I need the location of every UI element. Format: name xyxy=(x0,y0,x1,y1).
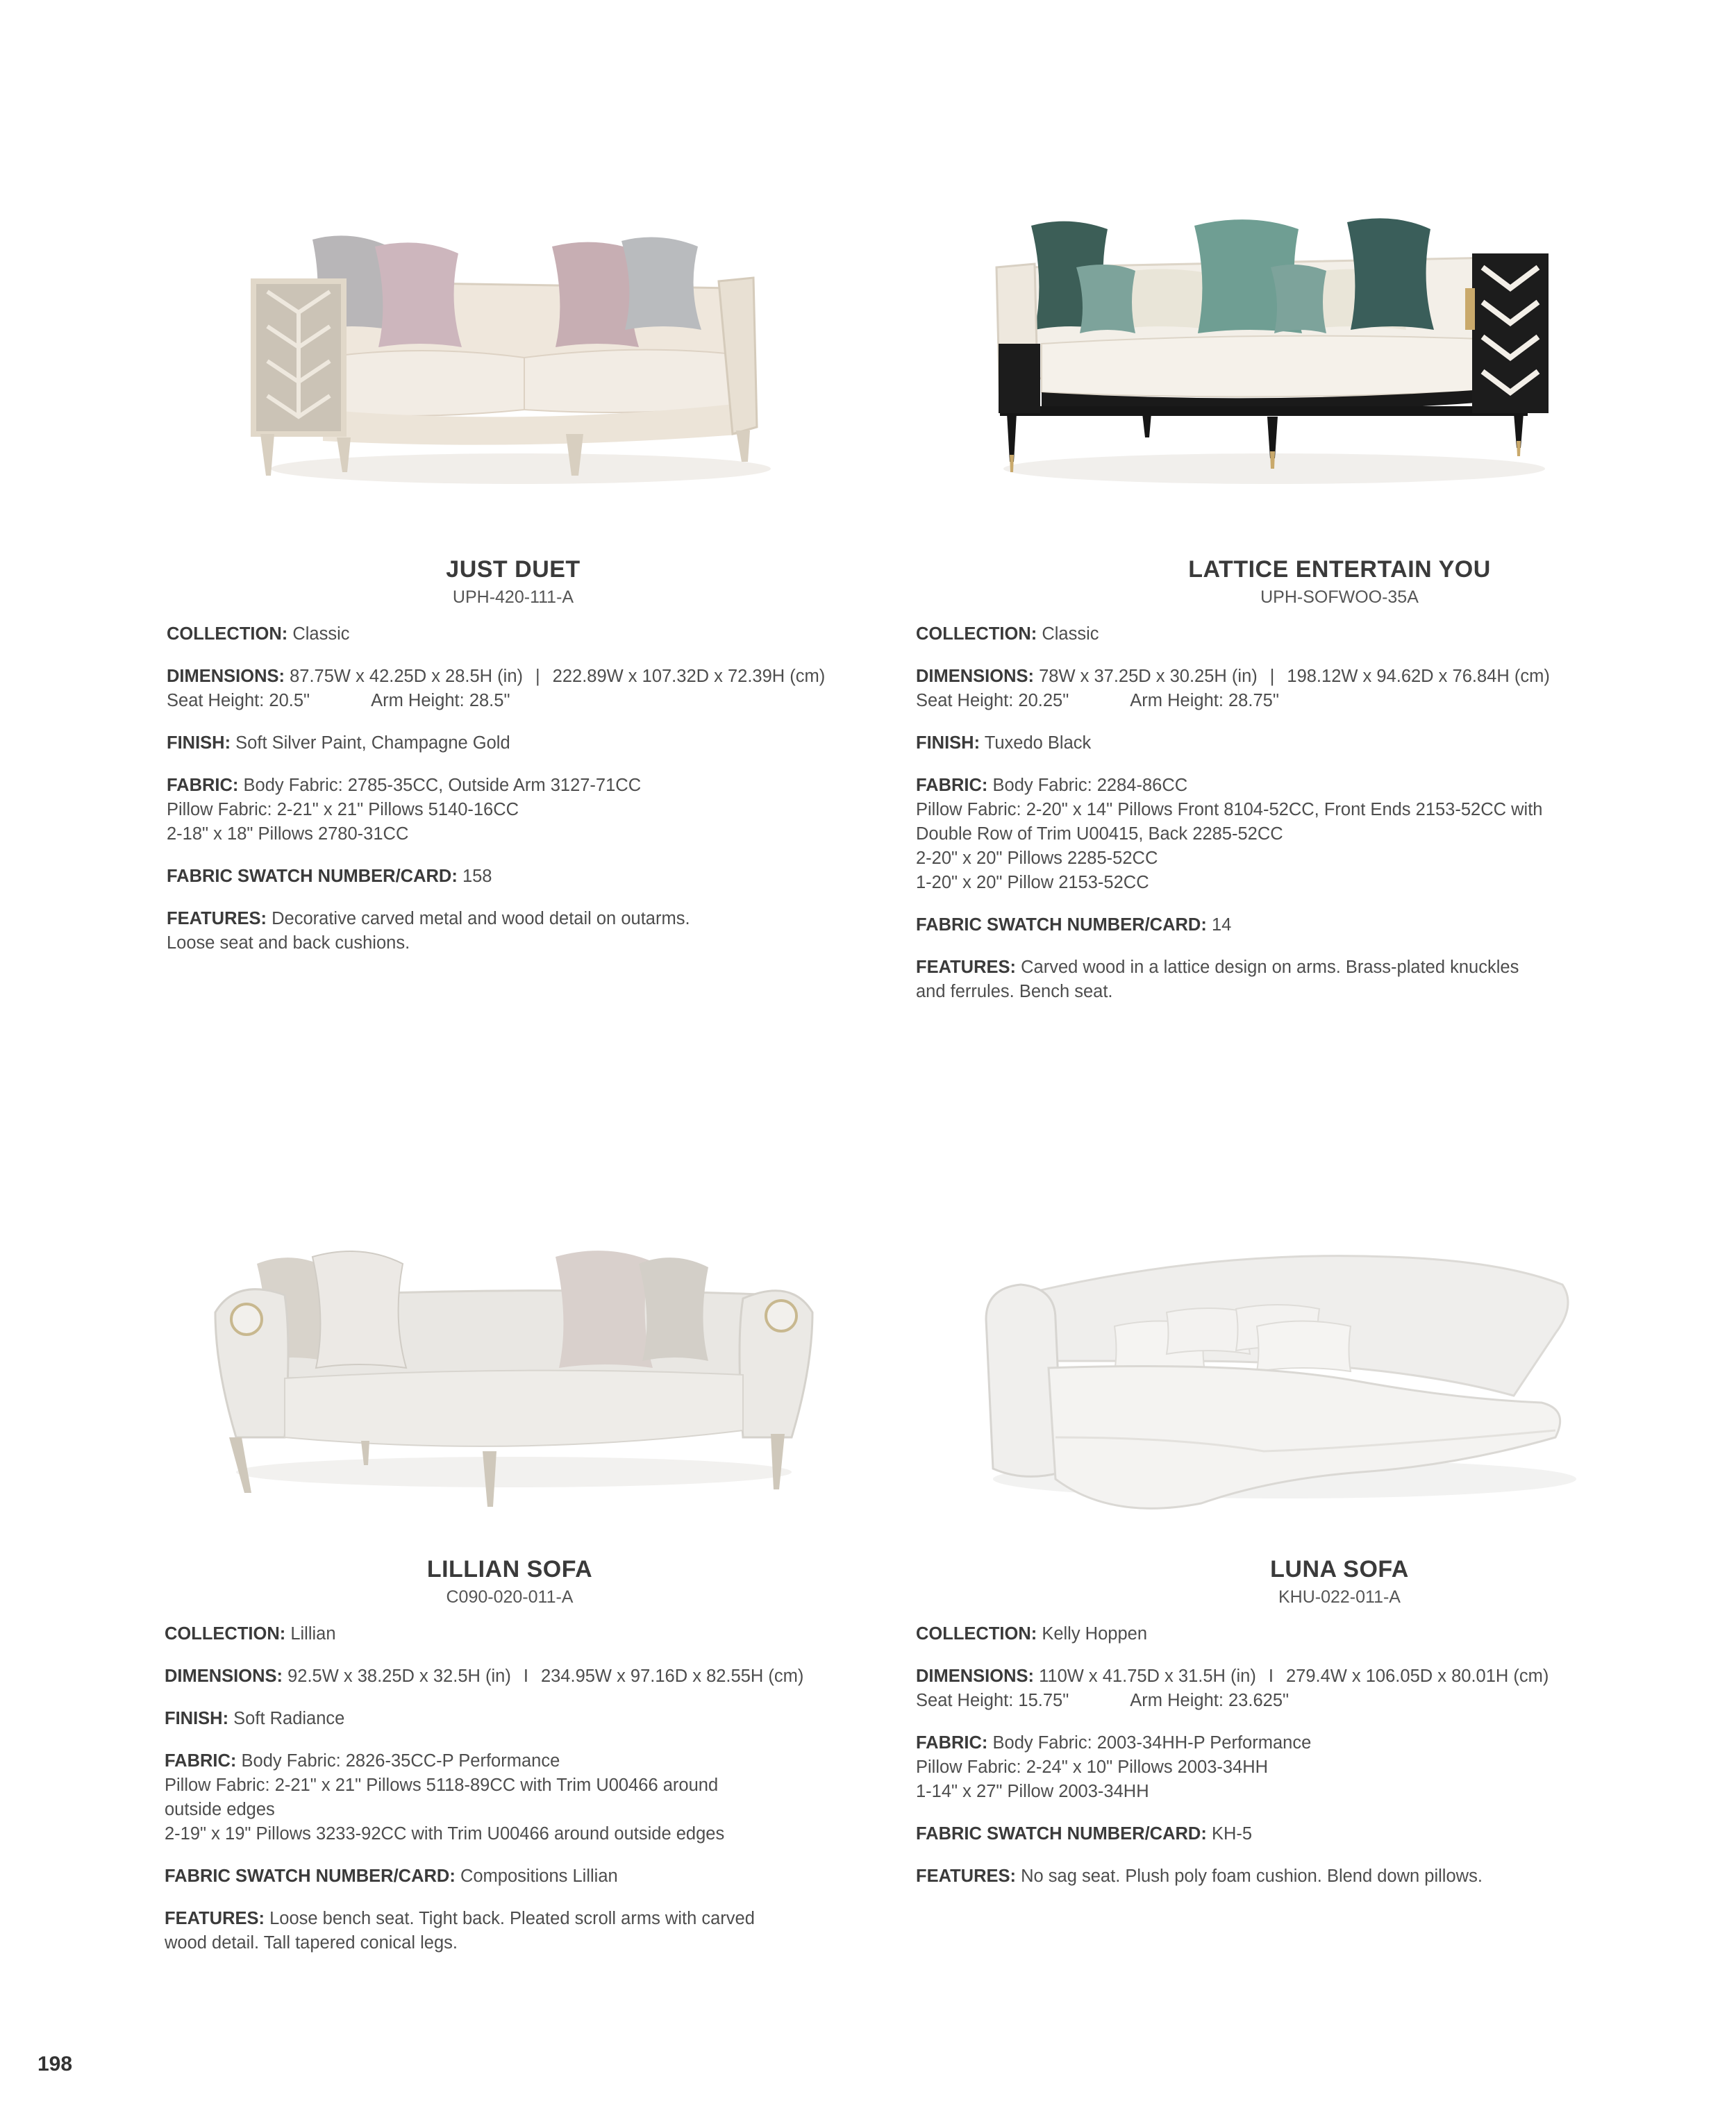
finish-label: FINISH: xyxy=(916,733,980,753)
product-heading xyxy=(0,1555,1019,1608)
finish-value: Soft Radiance xyxy=(233,1709,345,1728)
product-sku: UPH-420-111-A xyxy=(452,587,574,607)
spec-dimensions xyxy=(916,665,1701,713)
arm-height: Arm Height: 28.75" xyxy=(1130,691,1279,710)
lillian-sofa-photo xyxy=(208,1229,819,1521)
collection-value: Classic xyxy=(292,624,350,644)
fabric-line: 2-20" x 20" Pillows 2285-52CC xyxy=(916,849,1158,868)
dimensions-cm: 222.89W x 107.32D x 72.39H (cm) xyxy=(552,667,826,686)
spec-list xyxy=(916,622,1701,1022)
swatch-value: 158 xyxy=(462,867,492,886)
fabric-body: Body Fabric: 2003-34HH-P Performance xyxy=(992,1733,1312,1753)
fabric-line: 2-19" x 19" Pillows 3233-92CC with Trim U00466 around outside edges xyxy=(165,1824,725,1844)
fabric-line: 1-14" x 27" Pillow 2003-34HH xyxy=(916,1782,1149,1801)
spec-finish xyxy=(916,731,1701,755)
fabric-line: 2-18" x 18" Pillows 2780-31CC xyxy=(167,824,409,844)
pillow-lilac-left xyxy=(375,242,462,347)
dimensions-label: DIMENSIONS: xyxy=(916,1666,1035,1686)
swatch-label: FABRIC SWATCH NUMBER/CARD: xyxy=(916,1824,1207,1844)
collection-label: COLLECTION: xyxy=(916,624,1037,644)
spec-dimensions xyxy=(165,1664,859,1689)
pillow-teal-right xyxy=(1347,218,1434,330)
dimensions-label: DIMENSIONS: xyxy=(165,1666,283,1686)
collection-value: Classic xyxy=(1042,624,1099,644)
spec-features xyxy=(167,907,861,955)
spec-swatch xyxy=(167,864,861,889)
pillow-damask-right xyxy=(639,1258,708,1361)
product-just-duet xyxy=(0,0,868,1042)
product-heading xyxy=(868,555,1736,608)
spec-collection xyxy=(167,622,861,646)
seat-height: Seat Height: 20.25" xyxy=(916,691,1069,710)
dimensions-in: 87.75W x 42.25D x 28.5H (in) xyxy=(290,667,524,686)
product-sku: KHU-022-011-A xyxy=(1278,1587,1401,1607)
dimensions-in: 78W x 37.25D x 30.25H (in) xyxy=(1039,667,1258,686)
product-name: LILLIAN SOFA xyxy=(426,1556,593,1582)
spec-list xyxy=(167,622,861,974)
pillow-stripe-right xyxy=(1271,265,1326,333)
collection-value: Lillian xyxy=(290,1624,336,1644)
spec-swatch xyxy=(916,1822,1701,1846)
product-name: LUNA SOFA xyxy=(1270,1556,1409,1582)
arm-height: Arm Height: 28.5" xyxy=(371,691,510,710)
swatch-value: KH-5 xyxy=(1211,1824,1253,1844)
fabric-line: 1-20" x 20" Pillow 2153-52CC xyxy=(916,873,1149,892)
dimensions-separator: I xyxy=(1268,1666,1274,1686)
just-duet-sofa-photo xyxy=(247,226,788,503)
features-line: wood detail. Tall tapered conical legs. xyxy=(165,1933,458,1953)
spec-finish xyxy=(167,731,861,755)
fabric-label: FABRIC: xyxy=(916,776,988,795)
dimensions-separator: I xyxy=(523,1666,528,1686)
fabric-line: Pillow Fabric: 2-20" x 14" Pillows Front 8104-52CC, Front Ends 2153-52CC with xyxy=(916,800,1543,819)
swatch-label: FABRIC SWATCH NUMBER/CARD: xyxy=(916,915,1207,935)
spec-collection xyxy=(916,622,1701,646)
fabric-line: Double Row of Trim U00415, Back 2285-52CC xyxy=(916,824,1283,844)
features-label: FEATURES: xyxy=(167,909,267,928)
finish-value: Soft Silver Paint, Champagne Gold xyxy=(235,733,510,753)
swatch-value: 14 xyxy=(1211,915,1232,935)
collection-label: COLLECTION: xyxy=(167,624,288,644)
product-heading xyxy=(868,1555,1736,1608)
spec-features xyxy=(165,1907,859,1955)
fabric-label: FABRIC: xyxy=(916,1733,988,1753)
product-lillian-sofa xyxy=(0,1042,868,2083)
pillow-lumbar-right xyxy=(1257,1321,1351,1372)
product-sku: C090-020-011-A xyxy=(446,1587,574,1607)
lattice-entertain-you-sofa-photo xyxy=(986,205,1562,510)
spec-fabric xyxy=(916,774,1701,895)
seat-height: Seat Height: 15.75" xyxy=(916,1691,1069,1710)
features-label: FEATURES: xyxy=(916,958,1017,977)
seat-height: Seat Height: 20.5" xyxy=(167,691,310,710)
finish-label: FINISH: xyxy=(165,1709,229,1728)
fabric-line: Pillow Fabric: 2-21" x 21" Pillows 5140-16CC xyxy=(167,800,519,819)
spec-fabric xyxy=(916,1731,1701,1804)
swatch-label: FABRIC SWATCH NUMBER/CARD: xyxy=(165,1866,456,1886)
dimensions-cm: 234.95W x 97.16D x 82.55H (cm) xyxy=(540,1666,804,1686)
product-name: LATTICE ENTERTAIN YOU xyxy=(1188,556,1491,583)
finish-label: FINISH: xyxy=(167,733,231,753)
luna-sofa-photo xyxy=(972,1229,1611,1535)
features-line: Loose seat and back cushions. xyxy=(167,933,410,953)
pillow-stripe-left xyxy=(1076,265,1135,333)
features-line: and ferrules. Bench seat. xyxy=(916,982,1113,1001)
spec-dimensions xyxy=(167,665,861,713)
collection-value: Kelly Hoppen xyxy=(1042,1624,1148,1644)
spec-swatch xyxy=(916,913,1701,937)
swatch-label: FABRIC SWATCH NUMBER/CARD: xyxy=(167,867,458,886)
dimensions-cm: 198.12W x 94.62D x 76.84H (cm) xyxy=(1287,667,1550,686)
fabric-body: Body Fabric: 2284-86CC xyxy=(992,776,1188,795)
product-sku: UPH-SOFWOO-35A xyxy=(1260,587,1419,607)
features-text: Loose bench seat. Tight back. Pleated scroll arms with carved xyxy=(269,1909,755,1928)
spec-collection xyxy=(916,1622,1701,1646)
spec-list xyxy=(916,1622,1701,1907)
pillow-silver-left xyxy=(312,1251,406,1368)
collection-label: COLLECTION: xyxy=(165,1624,286,1644)
finish-value: Tuxedo Black xyxy=(984,733,1092,753)
fabric-line: Pillow Fabric: 2-21" x 21" Pillows 5118-89CC with Trim U00466 around xyxy=(165,1776,719,1795)
features-label: FEATURES: xyxy=(916,1866,1017,1886)
features-label: FEATURES: xyxy=(165,1909,265,1928)
spec-features xyxy=(916,955,1701,1004)
arm-height: Arm Height: 23.625" xyxy=(1130,1691,1290,1710)
fabric-line: outside edges xyxy=(165,1800,275,1819)
dimensions-separator: | xyxy=(1269,667,1275,686)
dimensions-label: DIMENSIONS: xyxy=(916,667,1035,686)
fabric-label: FABRIC: xyxy=(165,1751,237,1771)
features-text: Decorative carved metal and wood detail on outarms. xyxy=(272,909,690,928)
page-number: 198 xyxy=(37,2053,73,2075)
spec-features xyxy=(916,1864,1701,1889)
fabric-body: Body Fabric: 2785-35CC, Outside Arm 3127-71CC xyxy=(243,776,642,795)
spec-fabric xyxy=(165,1749,859,1846)
dimensions-label: DIMENSIONS: xyxy=(167,667,285,686)
spec-collection xyxy=(165,1622,859,1646)
dimensions-in: 92.5W x 38.25D x 32.5H (in) xyxy=(287,1666,511,1686)
product-name: JUST DUET xyxy=(446,556,581,583)
fabric-label: FABRIC: xyxy=(167,776,239,795)
features-text: No sag seat. Plush poly foam cushion. Blend down pillows. xyxy=(1021,1866,1483,1886)
spec-list xyxy=(165,1622,859,1973)
pillow-silver-right xyxy=(621,237,701,330)
fabric-line: Pillow Fabric: 2-24" x 10" Pillows 2003-34HH xyxy=(916,1757,1269,1777)
spec-fabric xyxy=(167,774,861,846)
swatch-value: Compositions Lillian xyxy=(460,1866,618,1886)
spec-finish xyxy=(165,1707,859,1731)
features-text: Carved wood in a lattice design on arms. Brass-plated knuckles xyxy=(1021,958,1519,977)
product-lattice-entertain-you xyxy=(868,0,1736,1042)
spec-swatch xyxy=(165,1864,859,1889)
spec-dimensions xyxy=(916,1664,1701,1713)
dimensions-in: 110W x 41.75D x 31.5H (in) xyxy=(1039,1666,1256,1686)
fabric-body: Body Fabric: 2826-35CC-P Performance xyxy=(241,1751,560,1771)
product-luna-sofa xyxy=(868,1042,1736,2083)
dimensions-cm: 279.4W x 106.05D x 80.01H (cm) xyxy=(1285,1666,1549,1686)
dimensions-separator: | xyxy=(535,667,540,686)
pillow-mauve-right xyxy=(556,1251,653,1368)
collection-label: COLLECTION: xyxy=(916,1624,1037,1644)
